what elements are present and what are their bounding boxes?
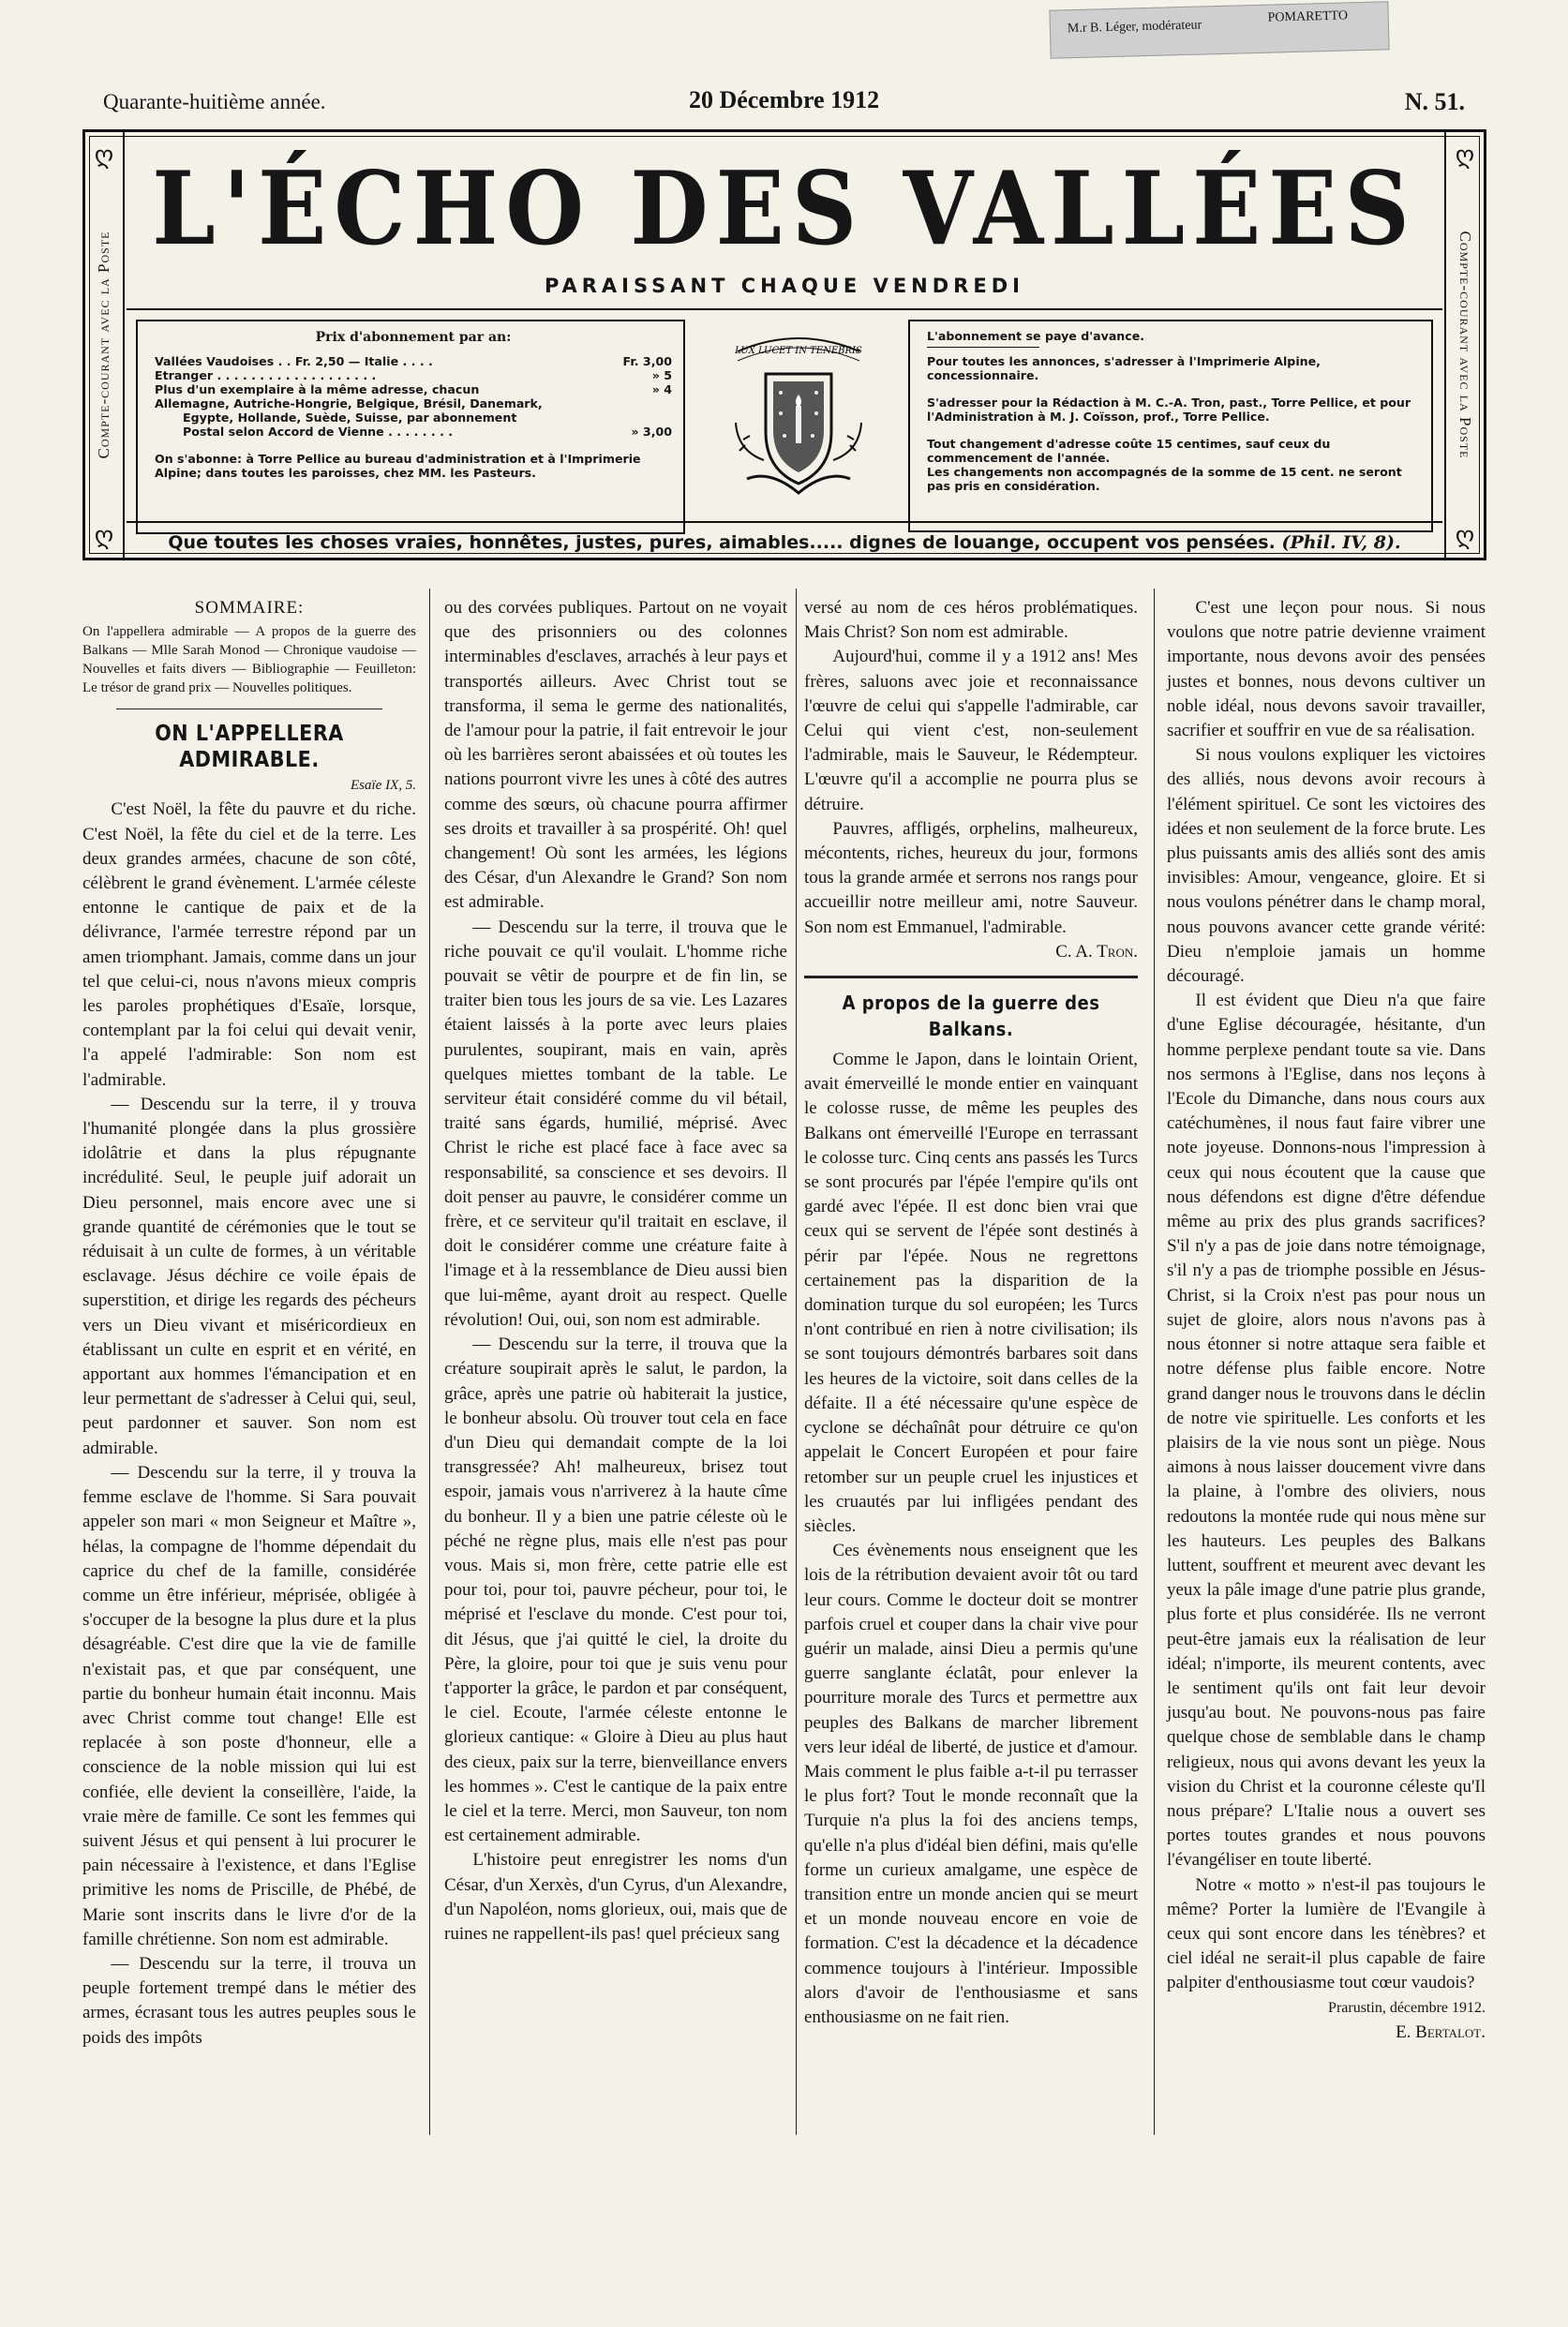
article-paragraph: Notre « motto » n'est-il pas toujours le même? Porter la lumière de l'Evangile à ceux qui sont encore dans les ténèbres? et ciel idéal ne serait-il plus capable de faire palpiter d'enthousiasme tout cœur vaudois?	[1167, 1874, 1486, 1993]
article-author: E. Bertalot.	[1396, 2021, 1486, 2042]
rate-countries: Egypte, Hollande, Suède, Suisse, par abonnement	[183, 410, 517, 425]
article-title: A propos de la guerre des Balkans.	[842, 992, 1100, 1041]
article-paragraph: Si nous voulons expliquer les victoires des alliés, nous devons avoir recours à l'élément spirituel. Ce sont les victoires des idées et non seulement de la force brute. Les plus puissants amis des alliés sont des amis invisibles: Amour, vengeance, gloire. Et si nous voulons pénétrer dans le champ moral, nous pouvons avancer cette grande vérité: Dieu n'emploie jamais un homme découragé.	[1167, 745, 1486, 987]
article-paragraph: ou des corvées publiques. Partout on ne voyait que des prisonniers ou des colonnes interminables d'esclaves, arrachés à leur pays et transportés ailleurs. Avec Christ tout se transforma, il sema le germe des nationalités, de l'amour pour la patrie, il fait entrevoir le jour où les barrières seront abaissées et où toutes les nations pourront vivre les unes à côté des autres comme des sœurs, où chacune pourra affirmer ses droits et travailler à sa prospérité. Oh! quel changement! Où sont les armées, les légions des César, d'un Alexandre le Grand? Son nom est admirable.	[444, 598, 787, 913]
masthead-motto	[127, 521, 1442, 553]
rate-label: Vallées Vaudoises . . Fr. 2,50 — Italie . . . .	[155, 354, 433, 368]
rate-countries: Allemagne, Autriche-Hongrie, Belgique, Brésil, Danemark,	[155, 396, 543, 410]
article-paragraph: C'est Noël, la fête du pauvre et du riche. C'est Noël, la fête du ciel et de la terre. Les deux grandes armées, chacune de son côté, célèbrent le grand évènement. L'armée céleste entonne le cantique de paix et de la délivrance, l'armée terrestre répond par un amen triomphant. Jamais, comme dans un jour tel que celui-ci, nous n'avons mieux compris les paroles prophétiques d'Esaïe, lorsque, contemplant par la foi celui qui devait venir, l'a appelé l'admirable: Son nom est l'admirable.	[82, 799, 416, 1090]
article-place-date: Prarustin, décembre 1912.	[1328, 1999, 1486, 2016]
article-paragraph: — Descendu sur la terre, il trouva un peuple fortement trempé dans le métier des armes, écrasant tous les autres peuples sous le poids des impôts	[82, 1953, 416, 2048]
motto-reference: (Phil. IV, 8).	[1281, 532, 1401, 553]
subscription-note: On s'abonne: à Torre Pellice au bureau d'administration et à l'Imprimerie Alpine; dans toutes les paroisses, chez MM. les Pasteurs.	[155, 452, 641, 480]
article-paragraph: Aujourd'hui, comme il y a 1912 ans! Mes frères, saluons avec joie et reconnaissance l'œuvre de celui qui s'appelle l'admirable, car Celui qui vient c'est, non-seulement l'admirable, mais le Sauveur, le Rédempteur. L'œuvre qu'il a accomplie ne pourra plus se détruire.	[804, 647, 1138, 814]
column-2	[444, 596, 787, 1947]
info-redaction: S'adresser pour la Rédaction à M. C.-A. Tron, past., Torre Pellice, et pour l'Administration à M. J. Coïsson, prof., Torre Pellice.	[927, 395, 1411, 424]
year-label: Quarante-huitième année.	[103, 90, 326, 113]
side-strip-right	[1444, 132, 1484, 558]
sommaire-text: On l'appellera admirable — A propos de la guerre des Balkans — Mlle Sarah Monod — Chronique vaudoise — Nouvelles et faits divers — Bibliographie — Feuilleton: Le trésor de grand prix — Nouvelles politiques.	[82, 624, 416, 696]
rate-label: Etranger . . . . . . . . . . . . . . . . . . .	[155, 368, 377, 382]
info-advance: L'abonnement se paye d'avance.	[927, 329, 1145, 343]
crest-motto: LUX LUCET IN TENEBRIS	[735, 346, 862, 356]
stamp-text: M.r B. Léger, modérateur	[1067, 18, 1202, 37]
article-paragraph: — Descendu sur la terre, il y trouva la femme esclave de l'homme. Si Sara pouvait appeler son mari « mon Seigneur et Maître », hélas, la compagne de l'homme dépendait du caprice du chef de la famille, considérée comme un être inférieur, méprisée, obligée à s'occuper de la besogne la plus dure et la plus désagréable. C'est dire que la vie de famille n'existait pas, et que par conséquent, une partie du bonheur humain était inconnu. Mais avec Christ comme tout change! Elle est replacée à son poste d'honneur, elle a conscience de la noble mission qui lui est confiée, elle devient la conseillère, l'aide, la vraie mère de famille. Ce sont les femmes qui suivent Jésus et qui pensent à lui procurer le pain nécessaire à l'existence, et dans l'Eglise primitive les noms de Priscille, de Phébé, de Marie sont inscrits dans le livre d'or de la famille chrétienne. Son nom est admirable.	[82, 1462, 416, 1949]
article-paragraph: L'histoire peut enregistrer les noms d'un César, d'un Xerxès, d'un Cyrus, d'un Alexandre, d'un Napoléon, noms glorieux, oui, mais que de ruines ne rappellent-ils pas! quel précieux sang	[444, 1850, 787, 1944]
crest-emblem-icon	[719, 320, 878, 521]
newspaper-subtitle: PARAISSANT CHAQUE VENDREDI	[545, 275, 1024, 297]
article-paragraph: versé au nom de ces héros problématiques. Mais Christ? Son nom est admirable.	[804, 598, 1138, 643]
scroll-ornament-icon: ღ	[94, 522, 114, 549]
side-text-right: Compte-courant avec la Poste	[1456, 231, 1474, 459]
info-ads: Pour toutes les annonces, s'adresser à l'Imprimerie Alpine, concessionnaire.	[927, 354, 1321, 382]
rate-value: » 4	[651, 382, 672, 396]
side-text-left: Compte-courant avec la Poste	[95, 231, 112, 459]
article-paragraph: Ces évènements nous enseignent que les lois de la rétribution devaient avoir tôt ou tard leur cours. Comme le docteur doit se montrer parfois cruel et couper dans la chair vive pour guérir un malade, ainsi Dieu a permis qu'une guerre sanglante éclatât, pour enlever la pourriture morale des Turcs et permettre aux peuples des Balkans de marcher librement vers leur idéal de liberté, de justice et d'amour. Mais comment le plus faible a-t-il pu terrasser le plus fort? Tout le monde reconnaît que la Turquie n'a plus la foi des anciens temps, qu'elle n'a plus d'idéal bien défini, mais qu'elle forme un curieux amalgame, une espèce de transition entre un monde ancien qui se meurt et un monde nouveau encore en voie de formation. C'est la décadence et la décadence commence toujours à l'intérieur. Impossible alors d'avoir de l'enthousiasme et sans enthousiasme on ne fait rien.	[804, 1541, 1138, 2027]
motto-text: Que toutes les choses vraies, honnêtes, justes, pures, aimables..... dignes de louange, occupent vos pensées.	[168, 532, 1276, 553]
rate-value: » 5	[651, 368, 672, 382]
article-paragraph: — Descendu sur la terre, il trouva que la créature soupirait après le salut, le pardon, la grâce, après une patrie où habiterait la justice, le bonheur absolu. Où trouver tout cela en face d'un Dieu qui demandait compte de la loi transgressée? Ah! malheureux, brisez tout espoir, jamais vous n'arriverez à la haute cîme du bonheur. Il y a bien une patrie céleste où le péché ne règne plus, mais elle n'est pas pour vous. Mais si, mon frère, cette patrie elle est pour toi, pour toi, pauvre pécheur, pour toi, le méprisé et l'esclave du monde. C'est pour toi, dit Jésus, que j'ai quitté le ciel, la droite du Père, la gloire, pour toi que je suis venu pour t'apporter la grâce, le pardon et par conséquent, le ciel. Ecoute, l'armée céleste entonne le glorieux cantique: « Gloire à Dieu au plus haut des cieux, paix sur la terre, bienveillance envers les hommes ». C'est le cantique de la paix entre le ciel et la terre. Merci, mon Sauveur, ton nom est certainement admirable.	[444, 1335, 787, 1846]
article-signature: C. A. Tron.	[1055, 941, 1138, 962]
stamp-place: POMARETTO	[1267, 8, 1349, 25]
info-changes: Les changements non accompagnés de la somme de 15 cent. ne seront pas pris en considération.	[927, 465, 1402, 493]
article-paragraph: Pauvres, affligés, orphelins, malheureux, mécontents, riches, heureux du jour, formons tous la grande armée et serrons nos rangs pour accueillir notre meilleur ami, notre Sauveur. Son nom est Emmanuel, l'admirable.	[804, 818, 1138, 937]
scroll-ornament-icon: ღ	[94, 142, 114, 169]
article-title: ON L'APPELLERA ADMIRABLE.	[155, 722, 344, 773]
masthead-topline	[103, 86, 1465, 120]
scroll-ornament-icon: ღ	[1455, 522, 1475, 549]
rate-value: » 3,00	[631, 425, 672, 439]
subscription-heading: Prix d'abonnement par an:	[315, 330, 512, 345]
issue-number: N. 51.	[1404, 88, 1465, 115]
side-strip-left	[85, 132, 125, 558]
rate-value: Fr. 3,00	[622, 354, 672, 368]
sommaire-heading: SOMMAIRE:	[194, 598, 305, 618]
masthead	[82, 129, 1486, 560]
article-paragraph: — Descendu sur la terre, il y trouva l'humanité plongée dans la plus grossière idolâtrie et dans la plus répugnante incrédulité. Seul, le peuple juif adorait un Dieu personnel, mais encore avec une si grande quantité de cérémonies que le tout se réduisait à un culte de formes, à un véritable esclavage. Jésus déchire ce voile épais de superstition, et dirige les regards des pécheurs vers un Dieu vivant et miséricordieux en établissant un culte en esprit et en vérité, en apportant aux hommes l'émancipation et en leur permettant de s'adresser à Celui qui, seul, peut pardonner et sauver. Son nom est admirable.	[82, 1094, 416, 1458]
scroll-ornament-icon: ღ	[1455, 142, 1475, 169]
rate-label: Plus d'un exemplaire à la même adresse, chacun	[155, 382, 480, 396]
article-paragraph: Il est évident que Dieu n'a que faire d'une Eglise découragée, hésitante, d'un homme perplexe pendant toute sa vie. Dans nos sermons à l'Eglise, dans nos leçons à l'Ecole du Dimanche, dans nous cours aux catéchumènes, il nous faut faire vibrer une note joyeuse. Donnons-nous l'impression à ceux qui nous écoutent que la cause que nous défendons est digne d'être défendue même au prix des plus grands sacrifices? S'il n'y a pas de joie dans notre témoignage, s'il n'y a pas de triomphe possible en Jésus-Christ, si la Croix n'est pas pour nous un sujet de gloire, alors nous n'avons pas à nous étonner si notre attaque sera faible et notre défense plus faible encore. Notre grand danger nous le trouvons dans le déclin de notre vie spirituelle. Les conforts et les plaisirs de la vie nous sont un piège. Nous aimons à nous laisser doucement vivre dans la plaine, à l'ombre des oliviers, nous redoutons la montée rude qui nous mène sur les hauteurs. Les peuples des Balkans luttent, souffrent et meurent avec devant les yeux la pâle image d'une patrie plus grande, plus forte et plus considérée. Ils ne verront peut-être jamais eux la réalisation de leur idéal; n'importe, ils meurent contents, avec le sentiment qu'ils ont fait leur devoir jusqu'au bout. Ne pouvons-nous pas faire quelque chose de semblable dans le champ religieux, nous qui avons devant les yeux la vision du Christ et la couronne céleste qu'Il nous prépare? L'Italie nous a ouvert ses portes toutes grandes et nous pouvons l'évangéliser en toute liberté.	[1167, 991, 1486, 1871]
article-paragraph: Comme le Japon, dans le lointain Orient, avait émerveillé le monde entier en vainquant le colosse russe, de même les peuples des Balkans ont émerveillé l'Europe en terrassant le colosse turc. Cinq cents ans passés les Turcs se sont procurés par l'épée l'empire qu'ils ont gardé avec l'épée. Il est donc bien vrai que ceux qui se servent de l'épée sont destinés à périr par l'épée. Nous ne regrettons certainement pas la disparition de la domination turque du sol européen; les Turcs n'ont contribué en rien à notre civilisation; ils se sont toujours démontrés barbares soit dans les heures de la victoire, soit dans celles de la défaite. Il a été nécessaire qu'une espèce de cyclone se déchaînât pour détruire ce qu'on appelait le Concert Européen et pour faire retomber sur un peuple cruel les injustices et les cruautés par lui infligées pendant des siècles.	[804, 1050, 1138, 1536]
article-paragraph: — Descendu sur la terre, il trouva que le riche pouvait ce qu'il voulait. L'homme riche pouvait se vêtir de pourpre et de fin lin, se traiter bien tous les jours de sa vie. Les Lazares étaient laissés à la porte avec leurs plaies purulentes, soupirant, mais en vain, après quelques miettes tombant de la table. Le serviteur était considéré comme du vil bétail, traité sans égards, humilié, méprisé. Avec Christ le riche est placé face à face avec sa responsabilité, sa conscience et ses devoirs. Il doit penser au pauvre, le considérer comme un frère, et ce serviteur qu'il traitait en esclave, il doit le considérer comme une créature faite à l'image et à la ressemblance de Dieu aussi bien que lui-même, ayant droit au respect. Quelle révolution! Oui, oui, son nom est admirable.	[444, 917, 787, 1330]
column-3	[804, 596, 1138, 2030]
article-paragraph: C'est une leçon pour nous. Si nous voulons que notre patrie devienne vraiment importante, nous devons avoir des pensées justes et bonnes, nous devons cultiver un noble idéal, nous devons savoir travailler, sacrifier et souffrir en vue de sa réalisation.	[1167, 598, 1486, 741]
rate-label: Postal selon Accord de Vienne . . . . . . . .	[183, 425, 454, 439]
info-address-change: Tout changement d'adresse coûte 15 centimes, sauf ceux du commencement de l'année.	[927, 437, 1331, 465]
column-1	[82, 596, 416, 2051]
newspaper-title: L'ÉCHO DES VALLÉES	[152, 149, 1417, 268]
subscription-box	[136, 320, 685, 534]
archive-stamp	[1049, 1, 1389, 58]
info-box	[908, 320, 1433, 532]
issue-date: 20 Décembre 1912	[688, 86, 880, 113]
article-epigraph: Esaïe IX, 5.	[351, 778, 416, 794]
column-4	[1167, 596, 1486, 2045]
